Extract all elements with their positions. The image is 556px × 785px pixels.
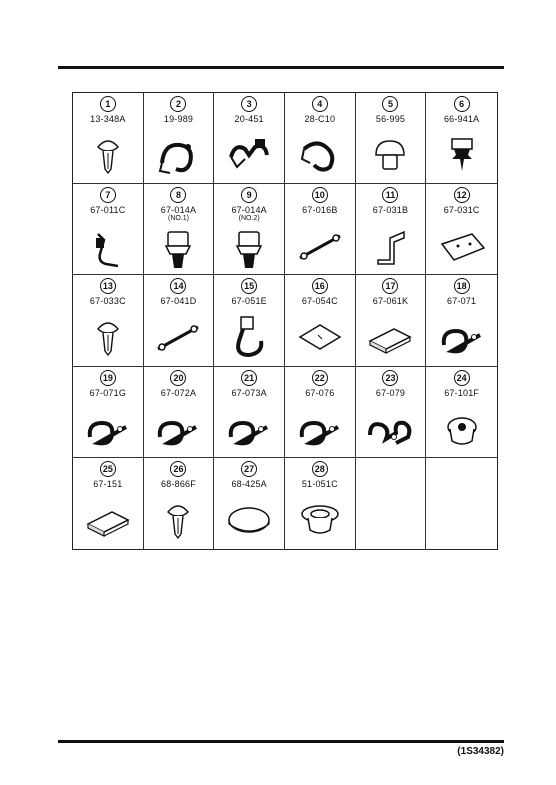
part-code: 67-061K: [372, 296, 409, 307]
part-code: 13-348A: [90, 114, 126, 124]
part-cell: [214, 458, 285, 549]
part-number-badge: 25: [100, 461, 116, 477]
part-code: 67-011C: [90, 205, 126, 216]
part-cell: [285, 458, 356, 549]
part-number-badge: 27: [241, 461, 257, 477]
part-code: 68-866F: [161, 478, 196, 489]
push-rivet-icon: [84, 133, 132, 177]
square-pad-icon: [296, 315, 344, 359]
part-number-badge: 16: [312, 278, 328, 294]
double-loop-clamp-icon: [366, 407, 414, 451]
part-number-badge: 13: [100, 278, 116, 294]
empty-cell: [356, 458, 427, 549]
harness-clip-icon: [154, 228, 202, 272]
double-clamp-icon: [225, 133, 273, 177]
grommet-icon: [296, 498, 344, 542]
part-cell: [144, 184, 215, 275]
part-number-badge: 20: [170, 370, 186, 386]
part-cell: [214, 93, 285, 184]
part-cell: [356, 93, 427, 184]
loop-clamp-icon: [296, 407, 344, 451]
loop-clamp-icon: [438, 315, 486, 359]
push-rivet-icon: [154, 498, 202, 542]
part-cell: [214, 367, 285, 458]
part-number-badge: 21: [241, 370, 257, 386]
part-cell: [214, 184, 285, 275]
part-number-badge: 18: [454, 278, 470, 294]
tie-clip-icon: [84, 224, 132, 268]
part-cell: [73, 275, 144, 366]
part-code: 67-076: [305, 387, 335, 398]
part-code: 67-016B: [302, 205, 338, 216]
part-number-badge: 6: [454, 96, 470, 112]
part-code: 67-073A: [231, 387, 267, 398]
part-number-badge: 26: [170, 461, 186, 477]
part-code: 67-071: [447, 296, 477, 307]
part-number-badge: 7: [100, 187, 116, 203]
part-code: 51-051C: [301, 478, 338, 489]
part-code: 28-C10: [304, 114, 336, 124]
figure-reference: (1S34382): [457, 746, 504, 757]
part-cell: [285, 275, 356, 366]
part-cell: [73, 458, 144, 549]
part-number-badge: 19: [100, 370, 116, 386]
part-number-badge: 17: [382, 278, 398, 294]
part-cell: [356, 184, 427, 275]
part-code: 67-014A: [160, 205, 197, 216]
part-code: 19-989: [163, 114, 194, 124]
band-strap-icon: [296, 224, 344, 268]
part-code: 67-051E: [231, 296, 267, 307]
part-number-badge: 28: [312, 461, 328, 477]
part-number-badge: 23: [382, 370, 398, 386]
part-code: 67-033C: [89, 296, 126, 307]
round-plug-icon: [225, 498, 273, 542]
part-variant: (NO.1): [167, 215, 189, 223]
part-number-badge: 2: [170, 96, 186, 112]
part-number-badge: 4: [312, 96, 328, 112]
part-code: 68-425A: [231, 478, 267, 489]
part-code: 67-072A: [160, 387, 197, 398]
parts-grid: [72, 92, 498, 550]
part-cell: [73, 93, 144, 184]
top-rule: [58, 66, 504, 69]
part-code: 67-041D: [160, 296, 197, 307]
mushroom-clip-icon: [366, 133, 414, 177]
band-strap-icon: [154, 315, 202, 359]
part-cell: [144, 367, 215, 458]
harness-clamp-icon: [296, 133, 344, 177]
harness-clip-icon: [225, 228, 273, 272]
nut-clip-icon: [438, 407, 486, 451]
part-cell: [426, 184, 497, 275]
bottom-rule: [58, 740, 504, 743]
loop-clamp-icon: [154, 407, 202, 451]
part-code: 67-014A: [231, 205, 267, 216]
fir-tree-clip-icon: [438, 133, 486, 177]
part-number-badge: 10: [312, 187, 328, 203]
part-code: 66-941A: [443, 114, 480, 124]
part-code: 67-031C: [443, 205, 480, 216]
foam-pad-icon: [84, 498, 132, 542]
part-number-badge: 11: [382, 187, 398, 203]
part-cell: [144, 458, 215, 549]
part-number-badge: 9: [241, 187, 257, 203]
empty-cell: [426, 458, 497, 549]
part-cell: [285, 93, 356, 184]
part-cell: [214, 275, 285, 366]
part-cell: [356, 275, 427, 366]
part-cell: [426, 275, 497, 366]
part-code: 67-054C: [301, 296, 338, 307]
part-code: 67-079: [375, 387, 406, 398]
part-code: 67-031B: [372, 205, 409, 216]
part-code: 67-071G: [89, 387, 127, 398]
part-number-badge: 3: [241, 96, 257, 112]
part-number-badge: 15: [241, 278, 257, 294]
part-cell: [356, 367, 427, 458]
flat-plate-icon: [438, 224, 486, 268]
part-code: 67-101F: [444, 387, 480, 398]
part-number-badge: 12: [454, 187, 470, 203]
part-cell: [285, 184, 356, 275]
push-rivet-icon: [84, 315, 132, 359]
part-cell: [285, 367, 356, 458]
foam-pad-icon: [366, 315, 414, 359]
part-number-badge: 24: [454, 370, 470, 386]
loop-clamp-icon: [84, 407, 132, 451]
loop-clamp-icon: [225, 407, 273, 451]
part-cell: [144, 93, 215, 184]
part-code: 67-151: [93, 478, 123, 489]
pipe-clamp-icon: [154, 133, 202, 177]
part-number-badge: 14: [170, 278, 186, 294]
part-cell: [144, 275, 215, 366]
part-cell: [73, 184, 144, 275]
part-code: 56-995: [375, 114, 406, 124]
part-code: 20-451: [234, 114, 264, 124]
cable-tie-icon: [225, 315, 273, 359]
part-number-badge: 22: [312, 370, 328, 386]
part-variant: (NO.2): [238, 215, 260, 223]
part-number-badge: 8: [170, 187, 186, 203]
part-number-badge: 1: [100, 96, 116, 112]
part-number-badge: 5: [382, 96, 398, 112]
part-cell: [426, 367, 497, 458]
bent-bracket-icon: [366, 224, 414, 268]
part-cell: [73, 367, 144, 458]
part-cell: [426, 93, 497, 184]
